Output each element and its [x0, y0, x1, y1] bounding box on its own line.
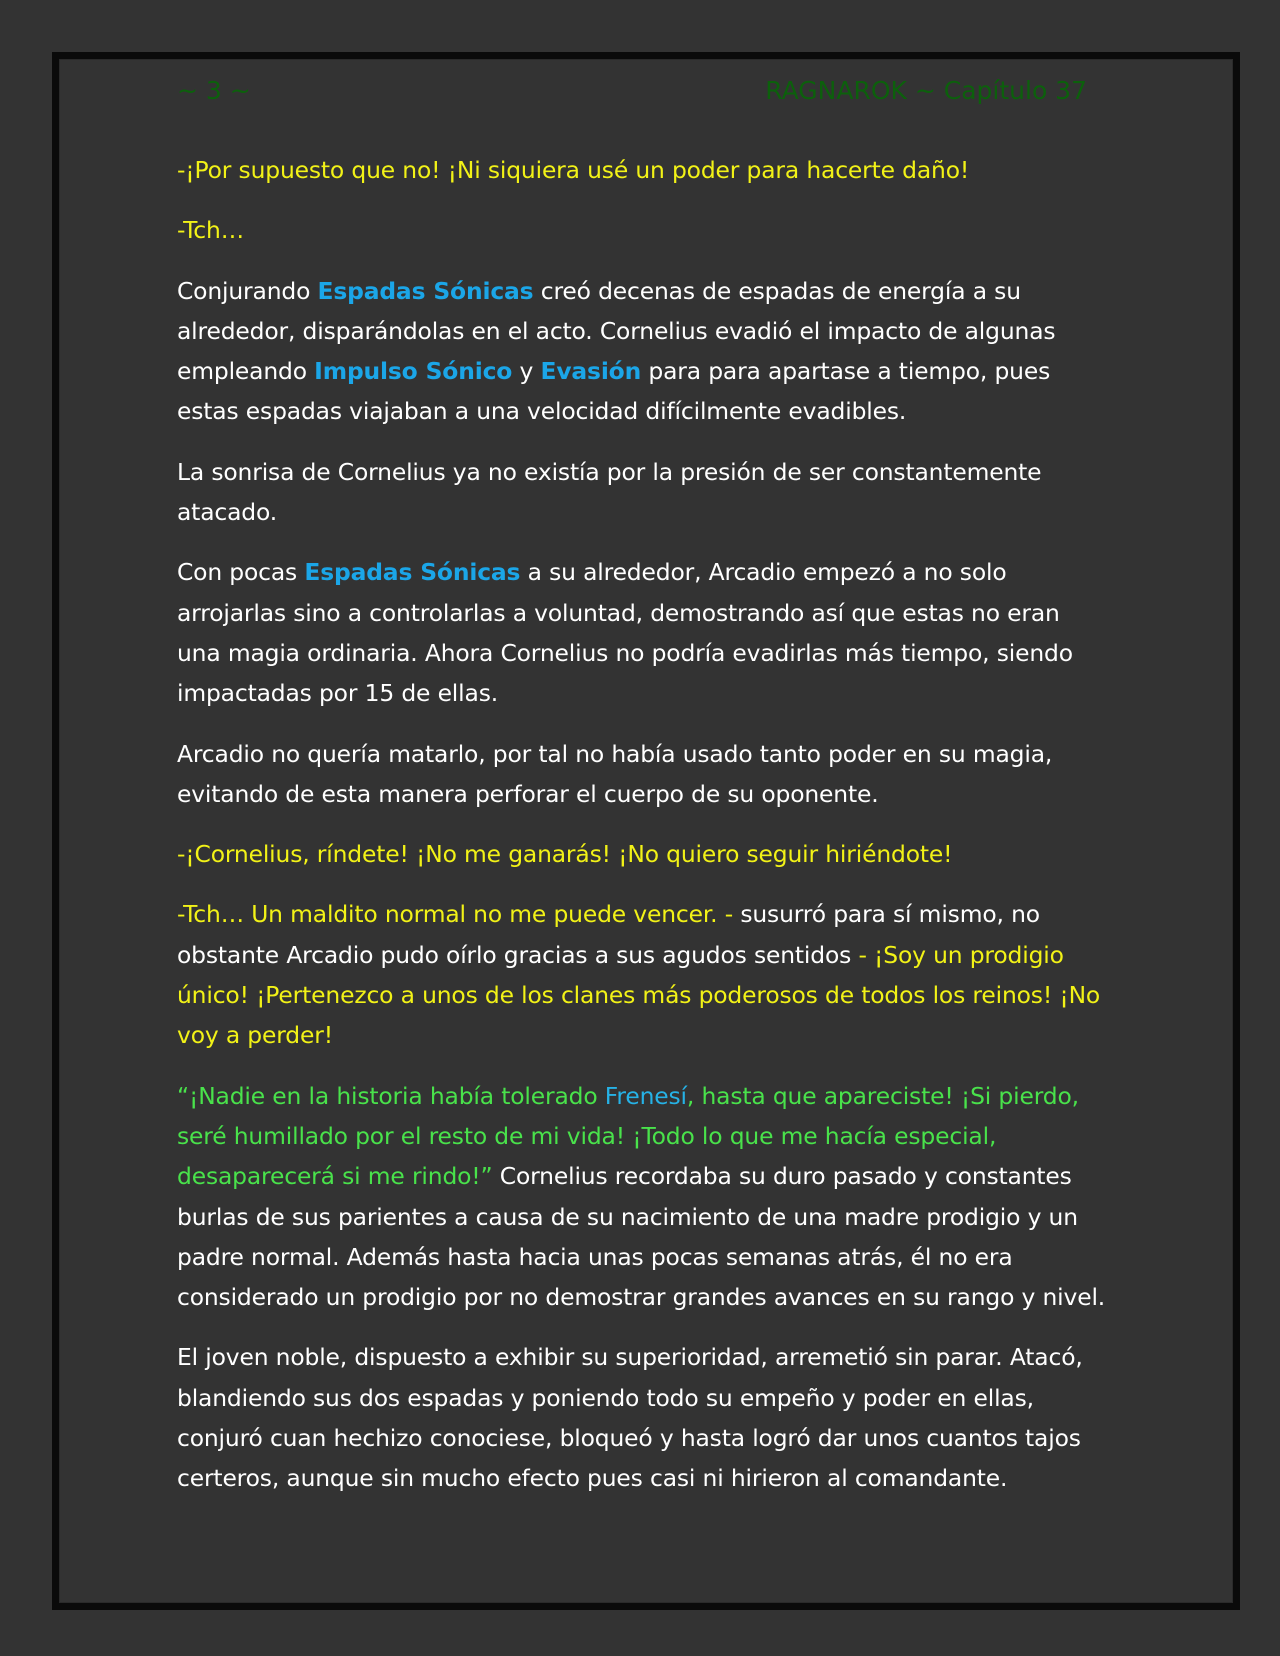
text-segment: - ¡Soy un prodigio único! ¡Pertenezco a unos de los clanes más poderosos de todos los reinos! ¡No voy a perder! — [177, 940, 1101, 1050]
paragraph — [177, 271, 1107, 432]
skill-name: Impulso Sónico — [314, 357, 513, 386]
text-segment: a su alrededor, Arcadio empezó a no solo arrojarlas sino a controlarlas a voluntad, demostrando así que estas no eran una magia ordinaria. Ahora Cornelius no podría evadirlas más tiempo, siendo impactadas por 15 de ellas. — [177, 558, 1073, 708]
skill-name: Espadas Sónicas — [304, 558, 521, 587]
paragraph — [177, 452, 1107, 533]
skill-term: Frenesí — [604, 1081, 687, 1110]
text-segment: , hasta que apareciste! ¡Si pierdo, seré humillado por el resto de mi vida! ¡Todo lo que me hacía especial, desaparecerá si me rindo!” — [177, 1081, 1079, 1191]
text-segment: -¡Cornelius, ríndete! ¡No me ganarás! ¡No quiero seguir hiriéndote! — [177, 840, 953, 869]
text-segment: Cornelius recordaba su duro pasado y constantes burlas de sus parientes a causa de su nacimiento de una madre prodigio y un padre normal. Además hasta hacia unas pocas semanas atrás, él no era considerado un prodigio por no demostrar grandes avances en su rango y nivel. — [177, 1162, 1106, 1312]
text-segment: Conjurando — [177, 276, 318, 305]
paragraph — [177, 894, 1107, 1055]
text-segment: -Tch… — [177, 216, 244, 245]
paragraph — [177, 552, 1107, 713]
text-segment: para para apartase a tiempo, pues estas espadas viajaban a una velocidad difícilmente evadibles. — [177, 357, 1051, 426]
story-text — [177, 150, 1107, 1519]
text-segment: La sonrisa de Cornelius ya no existía por la presión de ser constantemente atacado. — [177, 457, 1042, 527]
paragraph — [177, 834, 1107, 874]
paragraph — [177, 210, 1107, 250]
page-number: ~ 3 ~ — [177, 76, 251, 105]
text-segment: “¡Nadie en la historia había tolerado — [177, 1081, 605, 1110]
paragraph — [177, 1337, 1107, 1498]
skill-name: Evasión — [540, 357, 642, 386]
text-segment: -¡Por supuesto que no! ¡Ni siquiera usé un poder para hacerte daño! — [177, 156, 970, 184]
text-segment: y — [512, 357, 541, 386]
page-header — [177, 76, 1087, 110]
text-segment: susurró para sí mismo, no obstante Arcadio pudo oírlo gracias a sus agudos sentidos — [177, 900, 1040, 969]
text-segment: El joven noble, dispuesto a exhibir su superioridad, arremetió sin parar. Atacó, blandiendo sus dos espadas y poniendo todo su empeño y poder en ellas, conjuró cuan hechizo conociese, bloqueó y hasta logró dar unos cuantos tajos certeros, aunque sin mucho efecto pues casi ni hirieron al comandante. — [177, 1343, 1083, 1493]
text-segment: Con pocas — [177, 558, 305, 587]
paragraph — [177, 1076, 1107, 1318]
chapter-title: RAGNAROK ~ Capítulo 37 — [765, 76, 1087, 105]
skill-name: Espadas Sónicas — [317, 276, 534, 305]
text-segment: Arcadio no quería matarlo, por tal no había usado tanto poder en su magia, evitando de esta manera perforar el cuerpo de su oponente. — [177, 739, 1053, 808]
paragraph — [177, 734, 1107, 815]
paragraph — [177, 150, 1107, 190]
text-segment: -Tch… Un maldito normal no me puede vencer. - — [177, 900, 734, 929]
text-segment: creó decenas de espadas de energía a su alrededor, disparándolas en el acto. Cornelius evadió el impacto de algunas empleando — [177, 276, 1056, 386]
